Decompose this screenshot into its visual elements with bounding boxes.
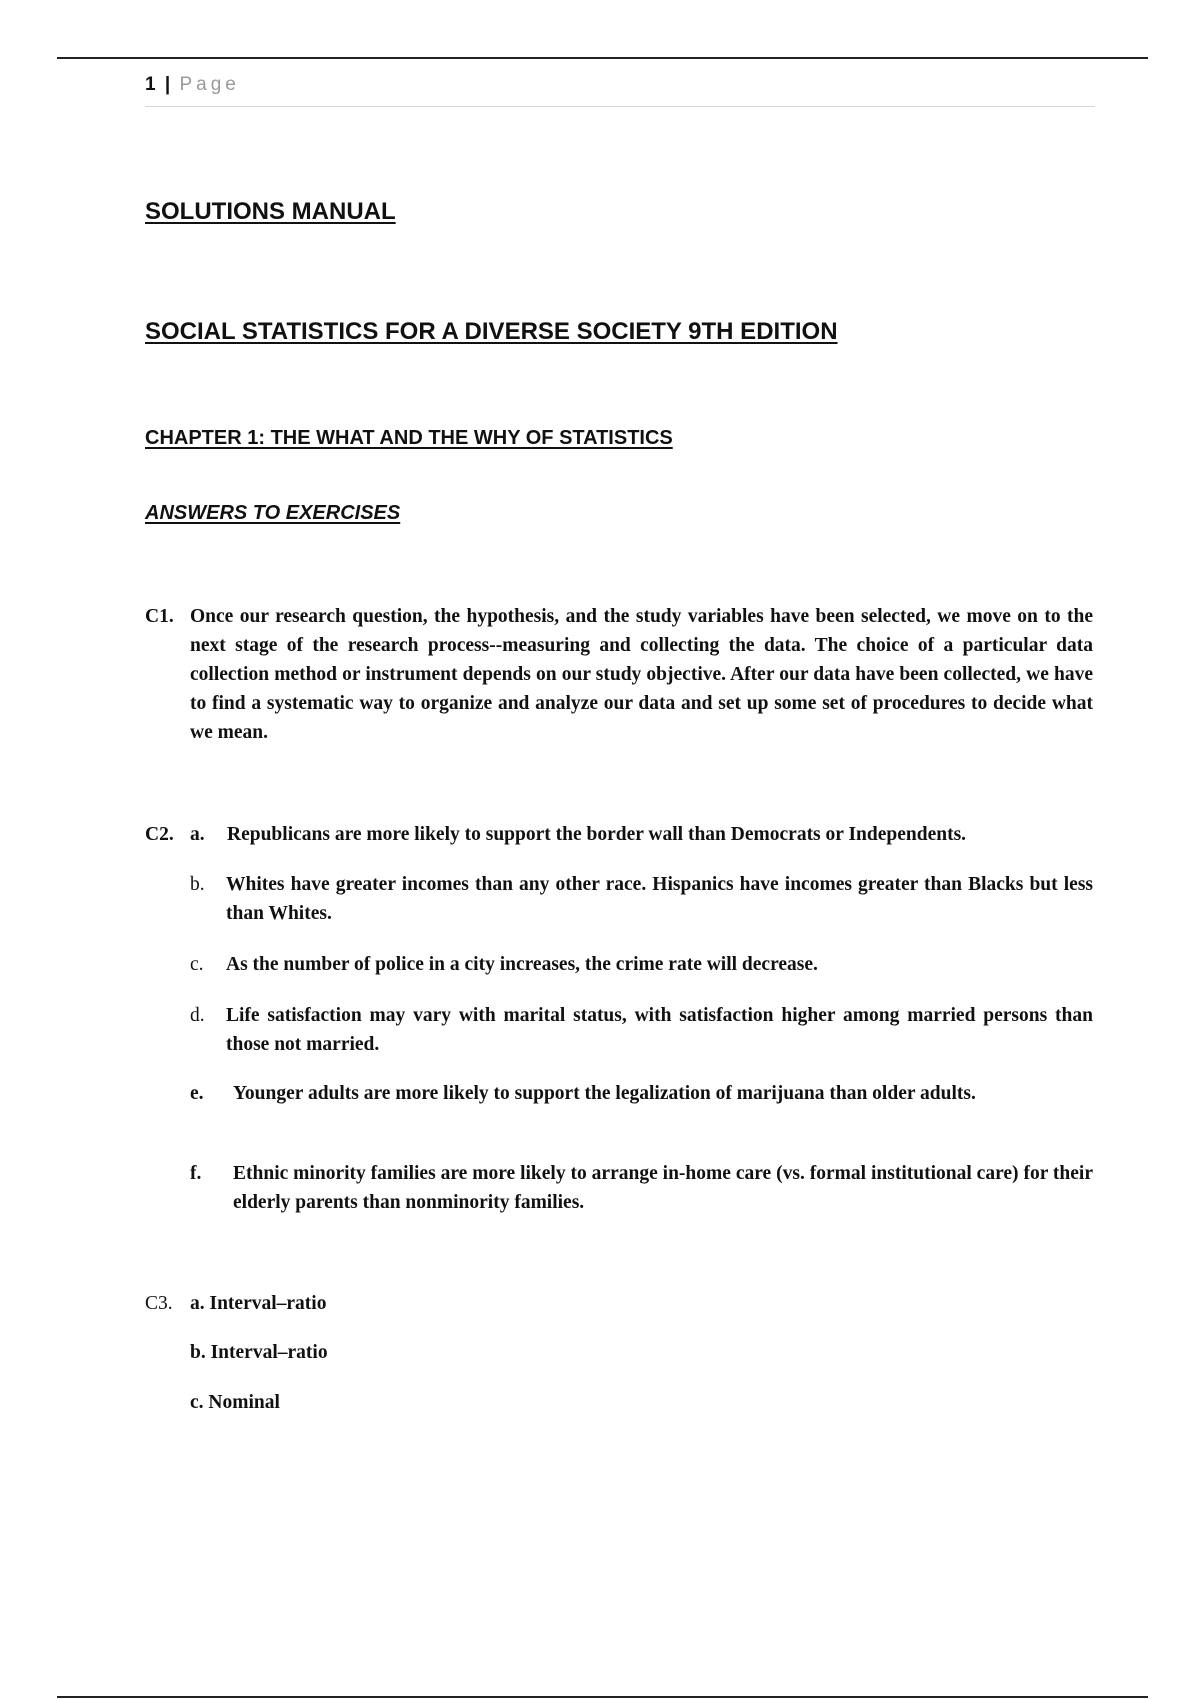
chapter-heading: CHAPTER 1: THE WHAT AND THE WHY OF STATISTICS — [145, 427, 673, 449]
item-letter: a. — [190, 824, 205, 845]
c2-answer-a: Republicans are more likely to support the border wall than Democrats or Independents. — [227, 824, 967, 845]
c2-answer-e: Younger adults are more likely to support the legalization of marijuana than older adults. — [233, 1083, 976, 1104]
exercise-label-c1: C1. — [145, 606, 174, 627]
c2-answer-c: As the number of police in a city increases, the crime rate will decrease. — [226, 954, 818, 975]
page-label: Page — [179, 74, 240, 95]
item-letter: b. — [190, 874, 205, 895]
exercise-label-c3: C3. — [145, 1293, 173, 1314]
exercise-answer-c1: Once our research question, the hypothesis, and the study variables have been selected, we move on to the next stage of the research process--measuring and collecting the data. The choice of a particular data collection method or instrument depends on our study objective. After our data have been collected, we have to find a systematic way to organize and analyze our data and set up some set of procedures to decide what we mean. — [190, 606, 1093, 743]
item-letter: c. — [190, 954, 204, 975]
item-letter: e. — [190, 1083, 204, 1104]
c2-answer-b: Whites have greater incomes than any other race. Hispanics have incomes greater than Blacks but less than Whites. — [226, 874, 1093, 924]
book-title: SOCIAL STATISTICS FOR A DIVERSE SOCIETY 9TH EDITION — [145, 318, 838, 345]
exercise-label-c2: C2. — [145, 824, 174, 845]
document-title: SOLUTIONS MANUAL — [145, 198, 396, 225]
item-letter: f. — [190, 1163, 202, 1184]
header-rule — [145, 106, 1095, 107]
header-separator: | — [164, 74, 171, 95]
c2-answer-d: Life satisfaction may vary with marital status, with satisfaction higher among married persons than those not married. — [226, 1005, 1093, 1055]
c3-answer-b: b. Interval–ratio — [190, 1342, 328, 1363]
section-heading: ANSWERS TO EXERCISES — [145, 502, 401, 524]
c3-answer-a: a. Interval–ratio — [190, 1293, 327, 1314]
page-header — [145, 74, 240, 96]
item-letter: d. — [190, 1005, 205, 1026]
c2-answer-f: Ethnic minority families are more likely to arrange in-home care (vs. formal institutional care) for their elderly parents than nonminority families. — [233, 1163, 1093, 1213]
bottom-border-rule — [57, 1696, 1148, 1698]
page-number: 1 — [145, 74, 156, 95]
c3-answer-c: c. Nominal — [190, 1392, 280, 1413]
top-border-rule — [57, 57, 1148, 59]
